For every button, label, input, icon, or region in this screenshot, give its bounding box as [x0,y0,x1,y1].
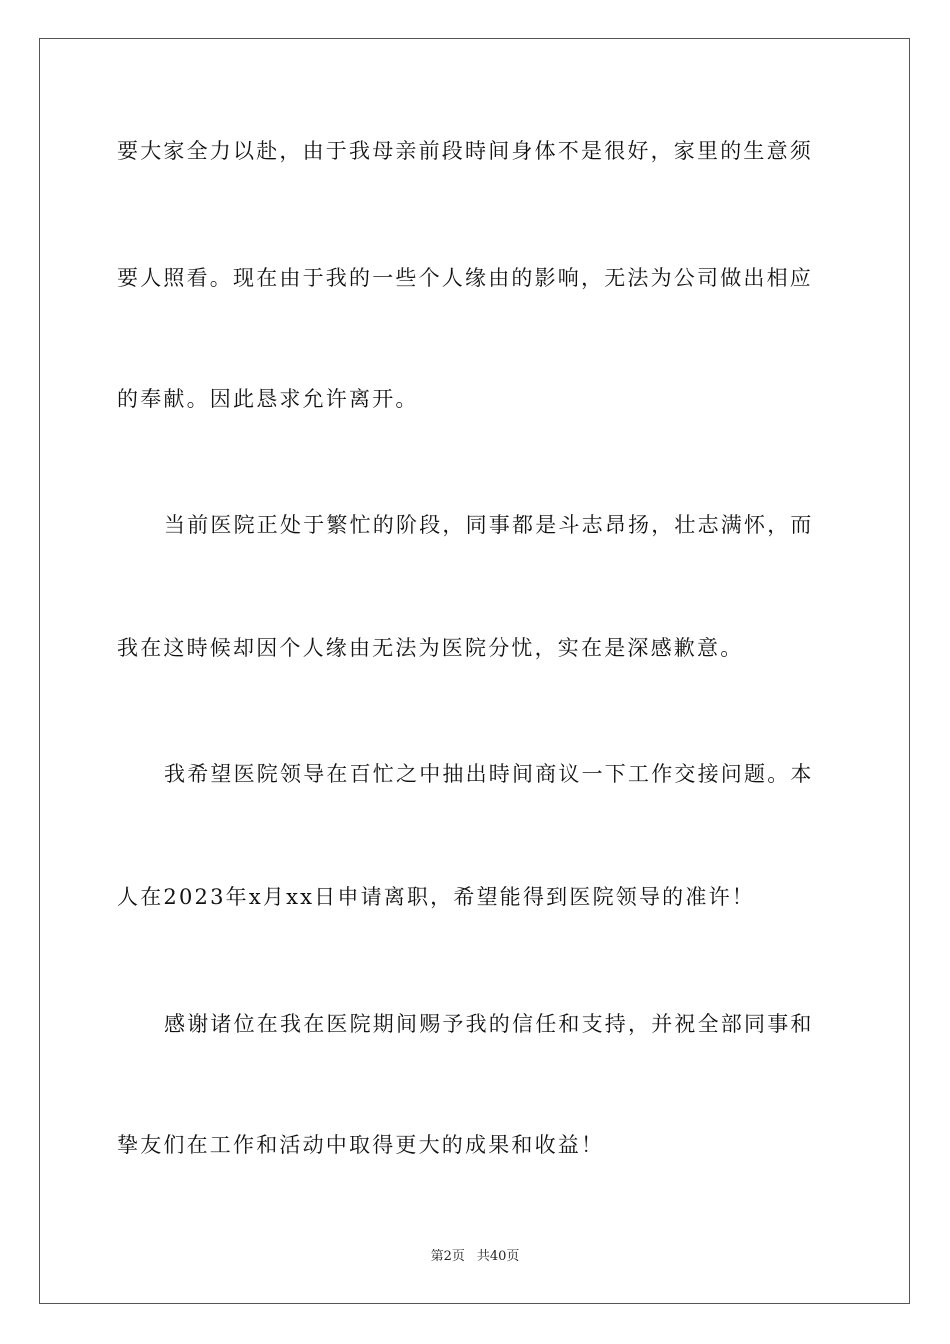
text-line: 我在这時候却因个人缘由无法为医院分忧，实在是深感歉意。 [117,636,744,660]
page-total: 共40页 [476,1249,520,1264]
text-line: 我希望医院领导在百忙之中抽出時间商议一下工作交接问题。本 [164,762,814,786]
text-line: 的奉献。因此恳求允许离开。 [117,387,419,411]
text-line: 当前医院正处于繁忙的阶段，同事都是斗志昂扬，壮志满怀，而 [164,513,814,537]
page-footer [0,1248,950,1266]
text-line: 人在2023年x月xx日申请离职，希望能得到医院领导的准许！ [117,885,755,909]
text-line: 要人照看。现在由于我的一些个人缘由的影响，无法为公司做出相应 [117,266,813,290]
text-line: 挚友们在工作和活动中取得更大的成果和收益！ [117,1133,605,1157]
text-line: 要大家全力以赴，由于我母亲前段時间身体不是很好，家里的生意须 [117,139,813,163]
page-border [39,38,910,1304]
page-number: 第2页 [430,1249,465,1264]
text-line: 感谢诸位在我在医院期间赐予我的信任和支持，并祝全部同事和 [164,1012,814,1036]
